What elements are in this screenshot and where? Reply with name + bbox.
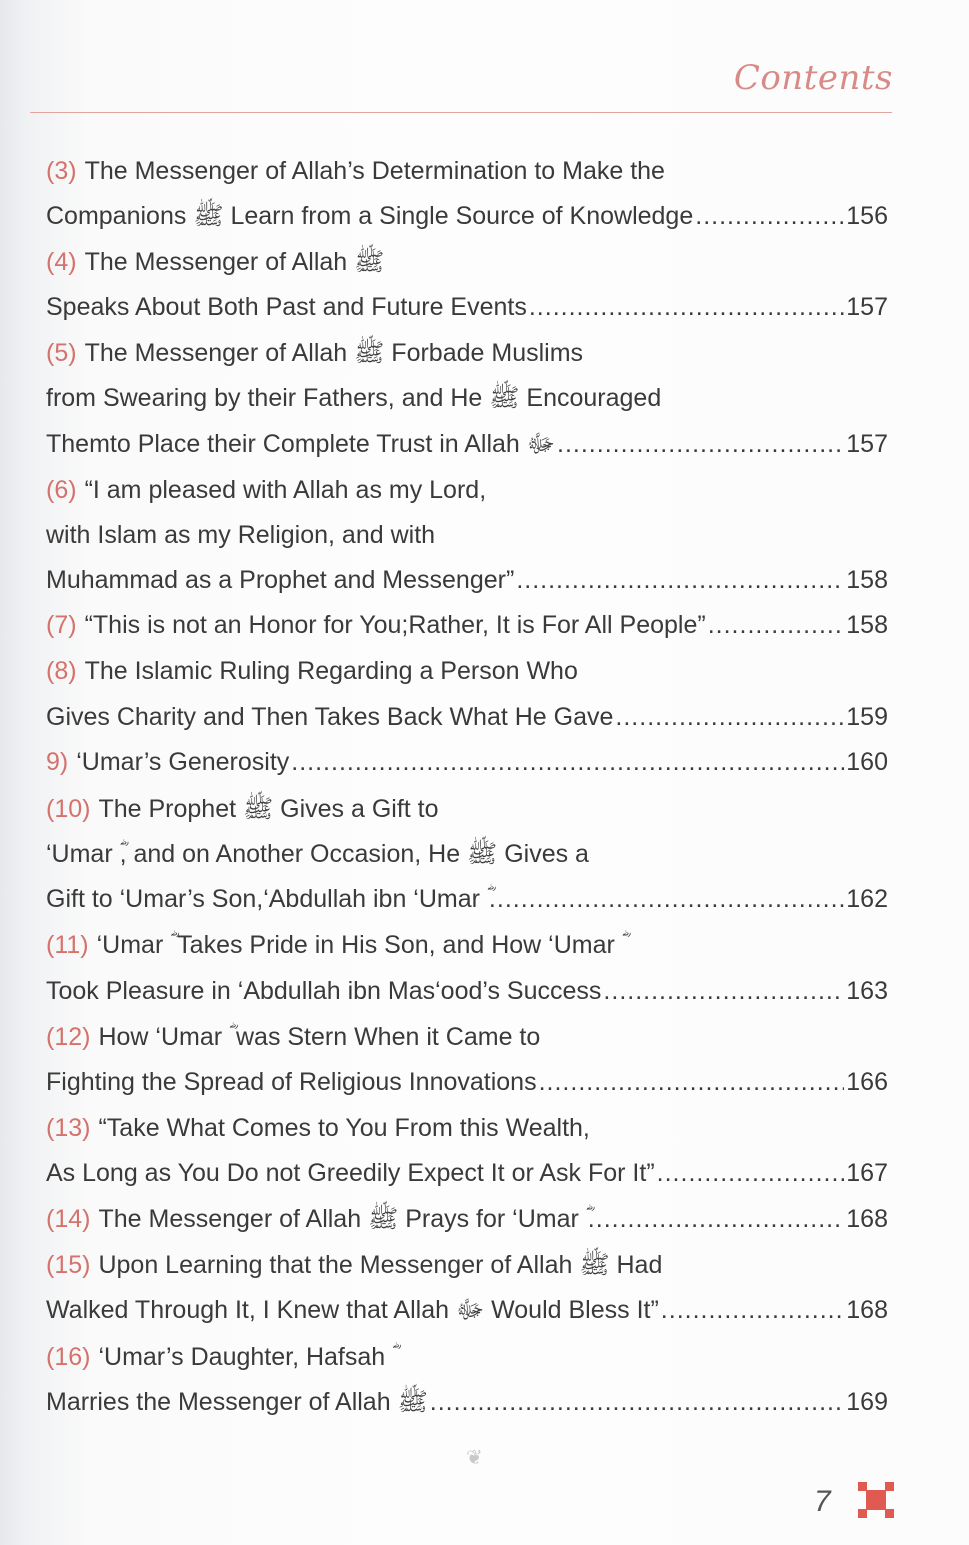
header-divider bbox=[30, 112, 892, 113]
toc-entry-12-line-2[interactable]: Fighting the Spread of Religious Innovations ..... 166 bbox=[46, 1062, 888, 1102]
toc-entry-6-line-3[interactable]: Muhammad as a Prophet and Messenger” ..... 158 bbox=[46, 560, 888, 600]
dot-leader bbox=[708, 605, 845, 645]
page-title: Contents bbox=[733, 58, 893, 98]
toc-entry-11-line-1: (11) ‘Umar ؓ Takes Pride in His Son, and How ‘Umar ؓ bbox=[46, 931, 622, 959]
toc-entry-10-line-1: (10) The Prophet ﷺ Gives a Gift to bbox=[46, 795, 439, 823]
toc-entry-10-line-2: ‘Umar ؓ, and on Another Occasion, He ﷺ Gives a bbox=[46, 840, 589, 868]
toc-entry-8-line-1: (8) The Islamic Ruling Regarding a Person Who bbox=[46, 657, 578, 685]
page-number: 7 bbox=[814, 1485, 831, 1518]
toc-entry-12-line-1: (12) How ‘Umar ؓ was Stern When it Came to bbox=[46, 1023, 541, 1051]
dot-leader bbox=[588, 1199, 844, 1239]
dot-leader bbox=[291, 742, 844, 782]
dot-leader bbox=[529, 287, 844, 327]
dot-leader bbox=[661, 1290, 844, 1330]
toc-entry-9[interactable]: 9) ‘Umar’s Generosity ..... 160 bbox=[46, 742, 888, 782]
toc-entry-4-line-1: (4) The Messenger of Allah ﷺ bbox=[46, 248, 385, 276]
dot-leader bbox=[603, 971, 844, 1011]
toc-entry-16-line-1: (16) ‘Umar’s Daughter, Hafsah ؓ bbox=[46, 1343, 393, 1371]
dot-leader bbox=[539, 1062, 845, 1102]
decorative-flourish-icon: ❦ bbox=[466, 1447, 483, 1469]
toc-entry-13-line-1: (13) “Take What Comes to You From this Wealth, bbox=[46, 1114, 590, 1142]
toc-entry-10-line-3[interactable]: Gift to ‘Umar’s Son,‘Abdullah ibn ‘Umar ؓ ..... 162 bbox=[46, 879, 888, 919]
toc-entry-4-line-2[interactable]: Speaks About Both Past and Future Events ..... 157 bbox=[46, 287, 888, 327]
toc-entry-3-line-2[interactable]: Companions ﷺ Learn from a Single Source of Knowledge ..... 156 bbox=[46, 196, 888, 236]
dot-leader bbox=[430, 1382, 845, 1422]
dot-leader bbox=[657, 1153, 845, 1193]
toc-entry-3-line-1: (3) The Messenger of Allah’s Determination to Make the bbox=[46, 151, 888, 191]
toc-entry-6-line-1: (6) “I am pleased with Allah as my Lord, bbox=[46, 476, 487, 504]
page-ornament-icon bbox=[858, 1482, 894, 1518]
toc-entry-16-line-2[interactable]: Marries the Messenger of Allah ﷺ ..... 169 bbox=[46, 1382, 888, 1422]
entry-number: (3) bbox=[46, 157, 77, 185]
toc-entry-5-line-1: (5) The Messenger of Allah ﷺ Forbade Muslims bbox=[46, 339, 584, 367]
toc-entry-8-line-2[interactable]: Gives Charity and Then Takes Back What He Gave ..... 159 bbox=[46, 697, 888, 737]
toc-entry-6-line-2: with Islam as my Religion, and with bbox=[46, 521, 436, 549]
toc-entry-14[interactable]: (14) The Messenger of Allah ﷺ Prays for ‘Umar ؓ ..... 168 bbox=[46, 1199, 888, 1239]
dot-leader bbox=[516, 560, 844, 600]
dot-leader bbox=[615, 697, 844, 737]
dot-leader bbox=[489, 879, 844, 919]
toc-entry-11-line-2[interactable]: Took Pleasure in ‘Abdullah ibn Mas‘ood’s Success ..... 163 bbox=[46, 971, 888, 1011]
toc-entry-5-line-3[interactable]: Themto Place their Complete Trust in Allah ﷻ ..... 157 bbox=[46, 424, 888, 464]
dot-leader bbox=[557, 424, 844, 464]
dot-leader bbox=[695, 196, 844, 236]
toc-entry-15-line-1: (15) Upon Learning that the Messenger of Allah ﷺ Had bbox=[46, 1251, 663, 1279]
toc-entry-15-line-2[interactable]: Walked Through It, I Knew that Allah ﷻ Would Bless It” ..... 168 bbox=[46, 1290, 888, 1330]
toc-entry-5-line-2: from Swearing by their Fathers, and He ﷺ Encouraged bbox=[46, 384, 662, 412]
toc-entry-13-line-2[interactable]: As Long as You Do not Greedily Expect It or Ask For It” ..... 167 bbox=[46, 1153, 888, 1193]
toc-entry-7[interactable]: (7) “This is not an Honor for You;Rather, It is For All People” ..... 158 bbox=[46, 605, 888, 645]
page-ref: 156 bbox=[846, 202, 888, 230]
